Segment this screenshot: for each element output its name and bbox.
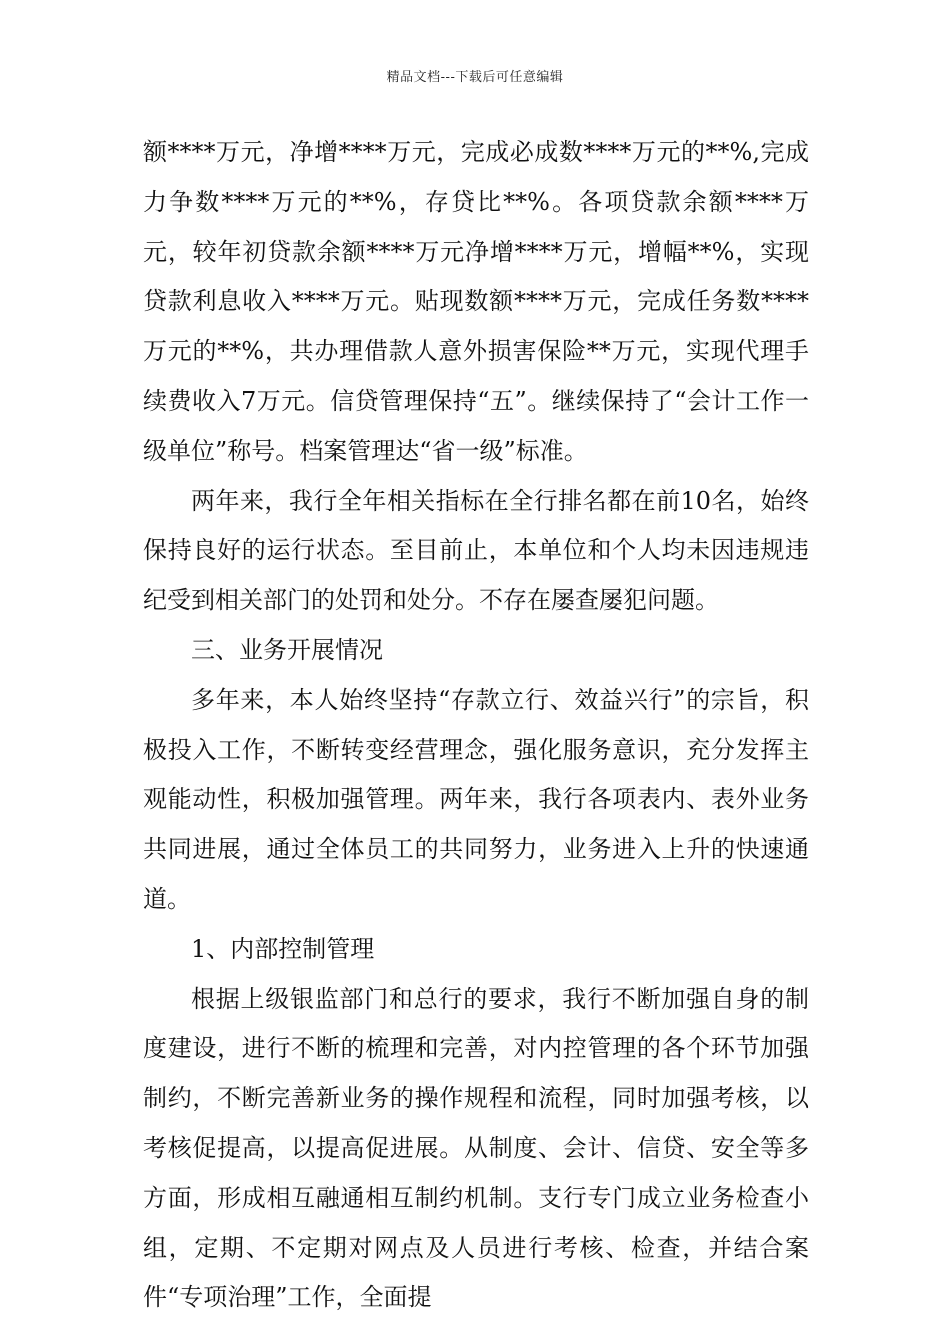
body-paragraph: 额****万元，净增****万元，完成必成数****万元的**%,完成力争数****万元的**%，存贷比**%。各项贷款余额****万元，较年初贷款余额****万元净增****万元，增幅**%，实现贷款利息收入****万元。贴现数额****万元，完成任务数****万元的**%，共办理借款人意外损害保险**万元，实现代理手续费收入7万元。信贷管理保持“五”。继续保持了“会计工作一级单位”称号。档案管理达“省一级”标准。 — [143, 138, 809, 465]
section-heading: 三、业务开展情况 — [191, 635, 383, 664]
document-body — [143, 128, 809, 1323]
body-paragraph: 两年来，我行全年相关指标在全行排名都在前10名，始终保持良好的运行状态。至目前止，本单位和个人均未因违规违纪受到相关部门的处罚和处分。不存在屡查屡犯问题。 — [143, 486, 809, 615]
body-paragraph: 多年来，本人始终坚持“存款立行、效益兴行”的宗旨，积极投入工作，不断转变经营理念，强化服务意识，充分发挥主观能动性，积极加强管理。两年来，我行各项表内、表外业务共同进展，通过全体员工的共同努力，业务进入上升的快速通道。 — [143, 685, 809, 913]
subsection-heading: 1、内部控制管理 — [191, 934, 375, 963]
body-paragraph: 根据上级银监部门和总行的要求，我行不断加强自身的制度建设，进行不断的梳理和完善，对内控管理的各个环节加强制约，不断完善新业务的操作规程和流程，同时加强考核，以考核促提高，以提高促进展。从制度、会计、信贷、安全等多方面，形成相互融通相互制约机制。支行专门成立业务检查小组，定期、不定期对网点及人员进行考核、检查，并结合案件“专项治理”工作，全面提 — [143, 984, 809, 1312]
page-header: 精品文档---下载后可任意编辑 — [386, 70, 564, 85]
